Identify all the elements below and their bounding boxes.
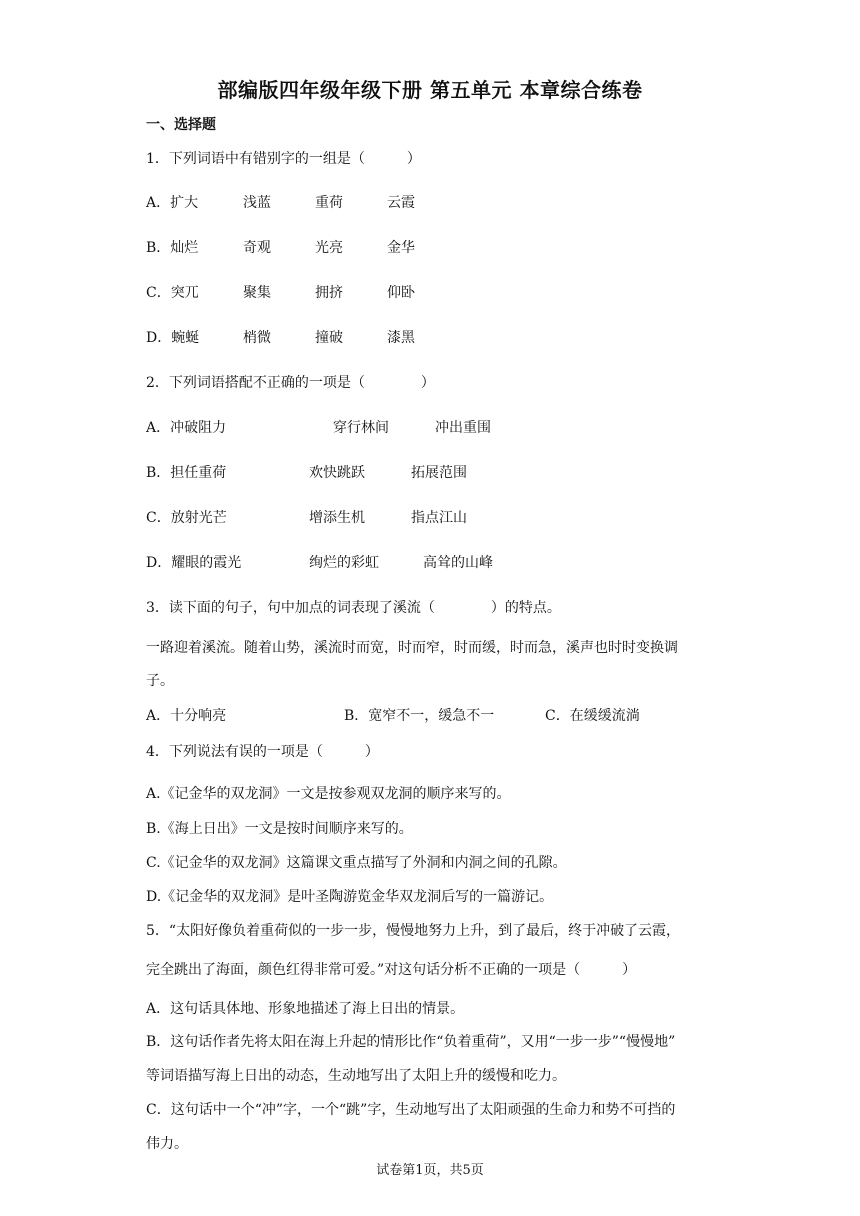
q2-option-c-word: 指点江山	[411, 510, 467, 526]
question-3-passage: 一路迎着溪流。随着山势，溪流时而宽，时而窄，时而缓，时而急，溪声也时时变换调	[146, 640, 678, 656]
q1-option-a-word: 云霞	[387, 195, 415, 211]
page-title: 部编版四年级年级下册 第五单元 本章综合练卷	[217, 78, 643, 102]
q3-option-a: A．十分响亮	[146, 708, 227, 724]
q1-option-d-word: 漆黑	[387, 330, 415, 346]
q2-option-a-word: 冲出重围	[435, 420, 491, 436]
question-4-stem: 4．下列说法有误的一项是（ ）	[146, 744, 379, 760]
q2-option-d-word: 绚烂的彩虹	[309, 555, 379, 571]
q5-option-c: C．这句话中一个“冲”字，一个“跳”字，生动地写出了太阳顽强的生命力和势不可挡的	[146, 1102, 676, 1118]
question-3-passage: 子。	[146, 673, 174, 689]
q1-option-d-word: 撞破	[315, 330, 343, 346]
q1-option-b-word: 金华	[387, 240, 415, 256]
q1-option-c-label: C．突兀	[146, 285, 199, 301]
q1-option-c-word: 仰卧	[387, 285, 415, 301]
question-2-stem: 2．下列词语搭配不正确的一项是（ ）	[146, 375, 435, 391]
q1-option-c-word: 聚集	[243, 285, 271, 301]
q4-option-c: C.《记金华的双龙洞》这篇课文重点描写了外洞和内洞之间的孔隙。	[146, 855, 567, 871]
q5-option-c: 伟力。	[146, 1136, 188, 1152]
q5-option-a: A．这句话具体地、形象地描述了海上日出的情景。	[146, 1001, 465, 1017]
q1-option-a-word: 重荷	[315, 195, 343, 211]
q2-option-d-word: 高耸的山峰	[423, 555, 493, 571]
q4-option-a: A.《记金华的双龙洞》一文是按参观双龙洞的顺序来写的。	[146, 786, 511, 802]
q2-option-c-label: C．放射光芒	[146, 510, 227, 526]
question-1-stem: 1．下列词语中有错别字的一组是（ ）	[146, 151, 421, 167]
q2-option-d-label: D．耀眼的霞光	[146, 555, 242, 571]
q1-option-b-word: 奇观	[243, 240, 271, 256]
q3-option-b: B．宽窄不一，缓急不一	[344, 708, 495, 724]
q1-option-b-word: 光亮	[315, 240, 343, 256]
question-3-stem: 3．读下面的句子，句中加点的词表现了溪流（ ）的特点。	[146, 600, 561, 616]
q2-option-b-label: B．担任重荷	[146, 465, 227, 481]
q2-option-a-word: 穿行林间	[333, 420, 389, 436]
q1-option-b-label: B．灿烂	[146, 240, 199, 256]
q1-option-a-word: 浅蓝	[243, 195, 271, 211]
q3-option-c: C．在缓缓流淌	[545, 708, 640, 724]
q2-option-b-word: 欢快跳跃	[309, 465, 365, 481]
question-5-stem: 5．“太阳好像负着重荷似的一步一步，慢慢地努力上升，到了最后，终于冲破了云霞，	[146, 923, 681, 939]
q5-option-b: 等词语描写海上日出的动态，生动地写出了太阳上升的缓慢和吃力。	[146, 1068, 566, 1084]
q2-option-c-word: 增添生机	[309, 510, 365, 526]
q2-option-b-word: 拓展范围	[411, 465, 467, 481]
q4-option-b: B.《海上日出》一文是按时间顺序来写的。	[146, 821, 413, 837]
page-footer: 试卷第1页，共5页	[376, 1163, 484, 1178]
q4-option-d: D.《记金华的双龙洞》是叶圣陶游览金华双龙洞后写的一篇游记。	[146, 889, 554, 905]
q5-option-b: B．这句话作者先将太阳在海上升起的情形比作“负着重荷”，又用“一步一步”“慢慢地”	[146, 1034, 676, 1050]
question-5-stem: 完全跳出了海面，颜色红得非常可爱。”对这句话分析不正确的一项是（ ）	[146, 962, 637, 978]
q1-option-c-word: 拥挤	[315, 285, 343, 301]
section-heading: 一、选择题	[146, 117, 216, 133]
q2-option-a-label: A．冲破阻力	[146, 420, 227, 436]
q1-option-d-word: 梢微	[243, 330, 271, 346]
q1-option-a-label: A．扩大	[146, 195, 199, 211]
q1-option-d-label: D．蜿蜒	[146, 330, 200, 346]
